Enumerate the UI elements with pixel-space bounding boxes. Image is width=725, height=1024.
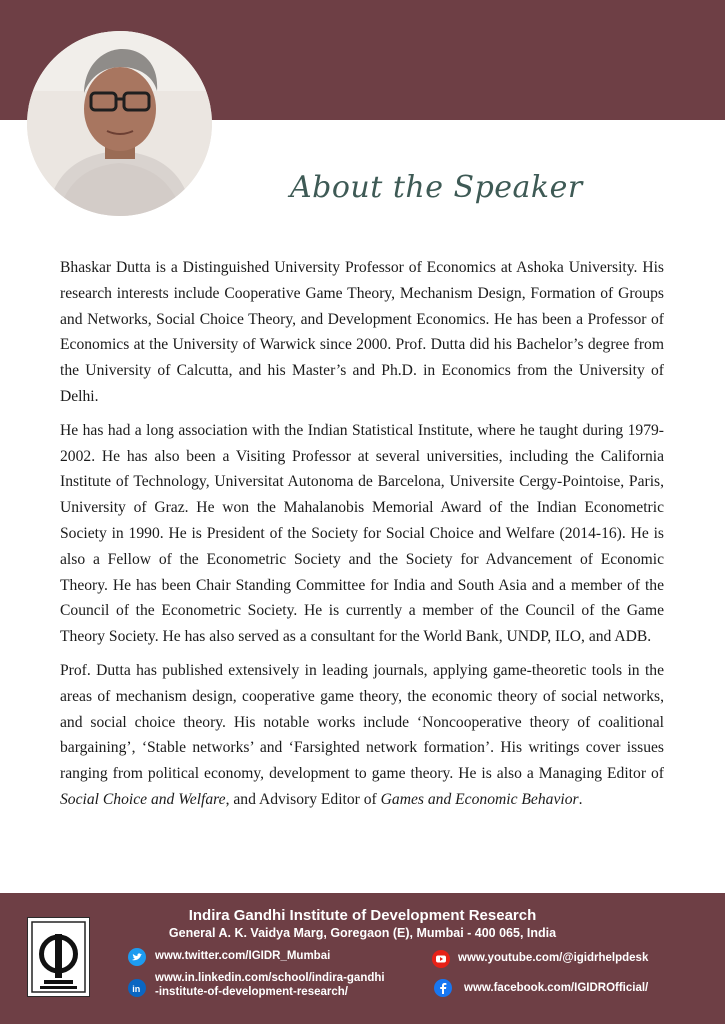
speaker-bio	[60, 255, 664, 821]
institute-name: Indira Gandhi Institute of Development Research	[188, 907, 537, 924]
bio-paragraph-3-text-c: .	[578, 790, 583, 808]
bio-paragraph-2: He has had a long association with the Indian Statistical Institute, where he taught during 1979-2002. He has also been a Visiting Professor at several universities, including the California Institute of Technology, Universitat Autonoma de Barcelona, Universite Cergy-Pointoise, Paris, University of Graz. He won the Mahalanobis Memorial Award of the Indian Econometric Society in 1990. He is President of the Society for Social Choice and Welfare (2014-16). He is also a Fellow of the Econometric Society and the Society for Advancement of Economic Theory. He has been Chair Standing Committee for India and South Asia and a member of the Council of the Econometric Society. He is currently a member of the Council of the Game Theory Society. He has also served as a consultant for the World Bank, UNDP, ILO, and ADB.	[60, 421, 664, 646]
institute-address: General A. K. Vaidya Marg, Goregaon (E), Mumbai - 400 065, India	[168, 926, 557, 940]
twitter-icon[interactable]	[128, 948, 146, 966]
speaker-photo	[27, 31, 212, 216]
bio-paragraph-3-text-a: Prof. Dutta has published extensively in leading journals, applying game-theoretic tools in the areas of mechanism design, cooperative game theory, the economic theory of social networks, and social choice theory. His notable works include ‘Noncooperative theory of coalitional bargaining’, ‘Stable networks’ and ‘Farsighted network formation’. His writings cover issues ranging from political economy, development to game theory. He is also a Managing Editor of	[60, 661, 664, 783]
facebook-link[interactable]: www.facebook.com/IGIDROfficial/	[464, 982, 649, 994]
page-title: About the Speaker	[290, 170, 583, 205]
footer	[0, 893, 725, 1024]
journal-title-geb: Games and Economic Behavior	[380, 790, 579, 808]
linkedin-link-line-1[interactable]: www.in.linkedin.com/school/indira-gandhi	[155, 972, 385, 984]
facebook-icon[interactable]	[434, 979, 452, 997]
twitter-link[interactable]: www.twitter.com/IGIDR_Mumbai	[155, 950, 331, 962]
speaker-photo-illustration	[27, 31, 212, 216]
journal-title-scw: Social Choice and Welfare	[60, 790, 226, 808]
bio-paragraph-1: Bhaskar Dutta is a Distinguished University Professor of Economics at Ashoka University. His research interests include Cooperative Game Theory, Mechanism Design, Formation of Groups and Networks, Social Choice Theory, and Development Economics. He has been a Professor of Economics at the University of Warwick since 2000. Prof. Dutta did his Bachelor’s degree from the University of Calcutta, and his Master’s and Ph.D. in Economics from the University of Delhi.	[60, 259, 664, 405]
linkedin-link-line-2[interactable]: -institute-of-development-research/	[155, 986, 348, 998]
linkedin-link[interactable]	[155, 971, 385, 999]
youtube-link[interactable]: www.youtube.com/@igidrhelpdesk	[458, 952, 649, 964]
svg-text:in: in	[132, 984, 141, 994]
youtube-icon[interactable]	[432, 950, 450, 968]
linkedin-icon[interactable]	[128, 979, 146, 997]
bio-paragraph-3	[60, 658, 664, 813]
bio-paragraph-3-text-b: , and Advisory Editor of	[225, 790, 381, 808]
